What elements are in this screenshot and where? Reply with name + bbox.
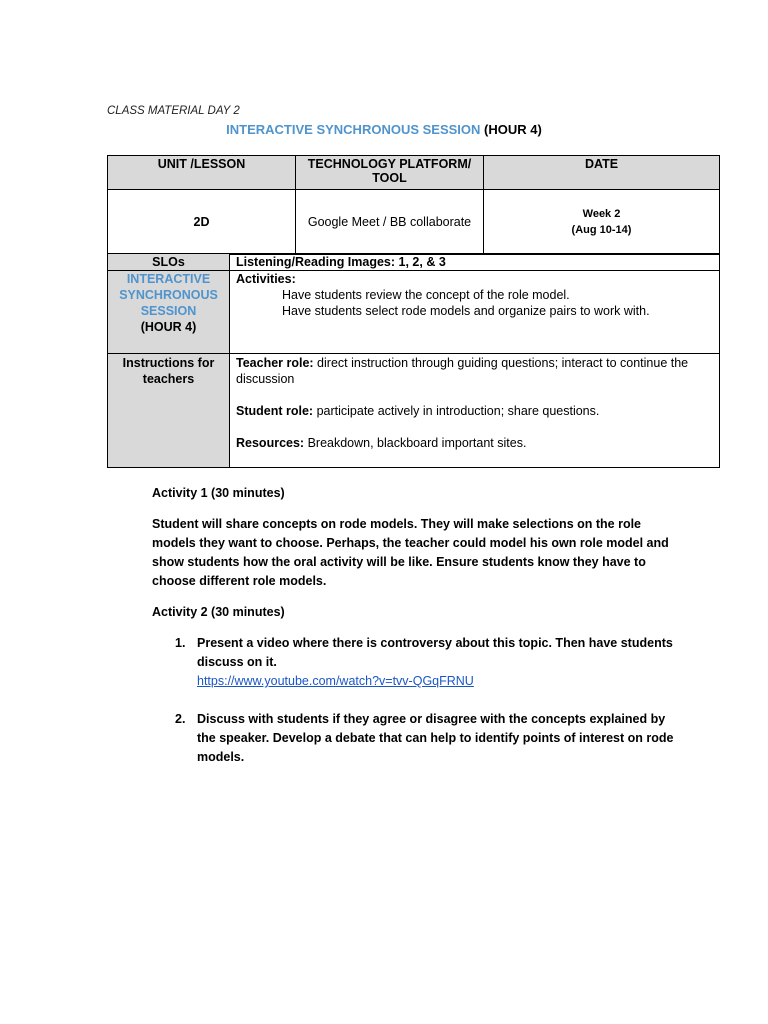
- slos-row: [108, 254, 720, 271]
- slos-value: Listening/Reading Images: 1, 2, & 3: [230, 254, 720, 271]
- list-item: [175, 710, 675, 767]
- list-number: 2.: [175, 712, 186, 726]
- activity2-heading: Activity 2 (30 minutes): [152, 605, 285, 619]
- teacher-role-label: Teacher role:: [236, 356, 314, 370]
- lesson-table-row: [108, 190, 720, 255]
- bullet-icon: [260, 303, 282, 319]
- slos-label: SLOs: [108, 254, 230, 271]
- activity-item: [236, 287, 713, 303]
- session-label: INTERACTIVE SYNCHRONOUS SESSION: [119, 272, 218, 318]
- activity-item: [236, 303, 713, 319]
- student-role-text: participate actively in introduction; share questions.: [313, 404, 600, 418]
- session-label-cell: [108, 271, 230, 354]
- list-item: [175, 634, 675, 691]
- activity1-heading: Activity 1 (30 minutes): [152, 486, 285, 500]
- class-material-label: CLASS MATERIAL DAY 2: [107, 105, 240, 117]
- resources-label: Resources:: [236, 436, 305, 450]
- session-hour: (HOUR 4): [484, 122, 542, 137]
- teacher-role-text: direct instruction through guiding questions; interact to continue the discussion: [236, 356, 689, 386]
- date-range-value: (Aug 10-14): [571, 224, 632, 236]
- student-role: [236, 403, 713, 419]
- lesson-table-header-row: [108, 156, 720, 190]
- technology-platform-header: TECHNOLOGY PLATFORM/ TOOL: [296, 156, 484, 190]
- unit-lesson-header: UNIT /LESSON: [108, 156, 296, 190]
- date-value: [484, 190, 720, 255]
- resources-text: Breakdown, blackboard important sites.: [304, 436, 527, 450]
- list-number: 1.: [175, 636, 186, 650]
- activities-cell: [230, 271, 720, 354]
- activities-label: Activities:: [236, 272, 296, 286]
- list-item-body: [197, 634, 675, 691]
- resources: [236, 435, 713, 451]
- week-value: Week 2: [582, 208, 621, 220]
- youtube-link[interactable]: https://www.youtube.com/watch?v=tvv-QGqFRNU: [197, 674, 474, 688]
- date-header: DATE: [484, 156, 720, 190]
- list-item-text: Present a video where there is controversy about this topic. Then have students discuss on it.: [197, 636, 673, 669]
- activity-text: Have students select rode models and organize pairs to work with.: [282, 304, 650, 318]
- list-item-text: Discuss with students if they agree or disagree with the concepts explained by the speaker. Develop a debate that can help to identify points of interest on rode models.: [197, 712, 674, 764]
- instructions-label: Instructions for teachers: [108, 354, 230, 468]
- unit-value: 2D: [108, 190, 296, 255]
- slo-table: [107, 253, 720, 468]
- instructions-row: [108, 354, 720, 468]
- platform-value: Google Meet / BB collaborate: [296, 190, 484, 255]
- bullet-icon: [260, 287, 282, 303]
- session-title: INTERACTIVE SYNCHRONOUS SESSION: [226, 122, 481, 137]
- session-hour-label: (HOUR 4): [140, 320, 197, 334]
- student-role-label: Student role:: [236, 404, 314, 418]
- activity1-text: Student will share concepts on rode models. They will make selections on the role models they want to choose. Perhaps, the teacher could model his own role model and show students how the oral activity will be like. Ensure students know they have to choose different role models.: [152, 517, 669, 588]
- teacher-role: [236, 355, 713, 387]
- page-title: [0, 122, 768, 137]
- activity-text: Have students review the concept of the role model.: [282, 288, 570, 302]
- activities-row: [108, 271, 720, 354]
- lesson-table: [107, 155, 720, 255]
- instructions-cell: [230, 354, 720, 468]
